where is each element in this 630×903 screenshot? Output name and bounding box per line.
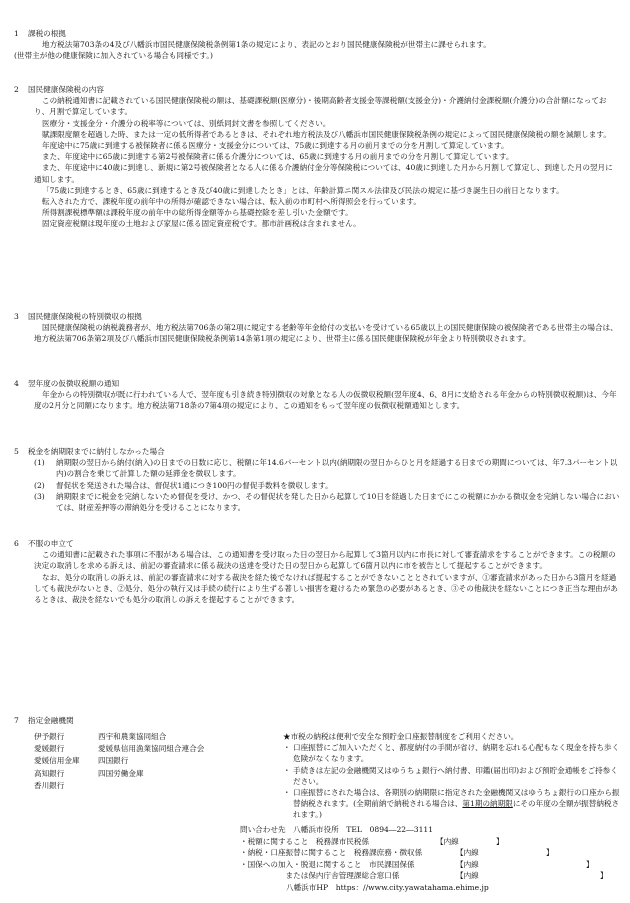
notice-heading: ★市税の納税は便利で安全な預貯金口座振替制度をご利用ください。 bbox=[283, 732, 519, 741]
list-item: (2) 督促状を発送された場合は、督促状1通につき100円の督促手数料を徴収します。 bbox=[34, 480, 333, 490]
section-5-list bbox=[14, 457, 620, 513]
section-2-p10: 固定資産税額は現年度の土地および家屋に係る固定資産税です。都市計画税は含まれません。 bbox=[42, 219, 361, 229]
section-2-p7: 「75歳に到達するとき、65歳に到達するとき及び40歳に到達したとき」とは、年齢計算ニ関スル法律及び民法の規定に基づき誕生日の前日となります。 bbox=[42, 185, 564, 195]
section-3-body: 国民健康保険税の納税義務者が、地方税法第706条の第2項に規定する老齢等年金給付の支払いを受けている65歳以上の国民健康保険の被保険者である世帯主の場合は、地方税法第706条第2項及び八幡浜市国民健康保険税条例第14条第1項の規定により、世帯主に係る国民健康保険税が年金より特別徴収されます。 bbox=[34, 323, 618, 344]
contact-row: または保内庁舎管理課総合窓口係 【内線 】 bbox=[240, 871, 608, 881]
section-1-heading: 1 課税の根拠 bbox=[14, 29, 66, 38]
section-1 bbox=[14, 28, 620, 62]
section-2-p1: この納税通知書に記載されている国民健康保険税の額は、基礎課税額(医療分)・後期高齢者支援金等課税額(支援金分)・介護納付金課税額(介護分)の合計額になっており、月割で算定しています。 bbox=[34, 96, 607, 117]
bank-row: 伊予銀行 西宇和農業協同組合 bbox=[34, 732, 167, 741]
account-transfer-notice bbox=[283, 731, 623, 821]
section-2-heading: 2 国民健康保険税の内容 bbox=[14, 85, 104, 94]
section-6-p1: この通知書に記載された事項に不服がある場合は、この通知書を受け取った日の翌日から起算して3箇月以内に市長に対して審査請求をすることができます。この税額の決定の取消しを求める訴えは、前記の審査請求に係る裁決の送達を受けた日の翌日から起算して6箇月以内に市を被告として提起することができます。 bbox=[34, 550, 616, 571]
notice-item: ・ 手続きは左記の金融機関又はゆうちょ銀行へ納付書、印鑑(届出印)および預貯金通帳をご持参ください。 bbox=[283, 765, 618, 786]
section-6-p2: なお、処分の取消しの訴えは、前記の審査請求に対する裁決を経た後でなければ提起することができないこととされていますが、①審査請求があった日から3箇月を経過しても裁決がないとき、②処分、処分の執行又は手続の続行により生ずる著しい損害を避けるため緊急の必要があるとき、③その他裁決を経ないことにつき正当な理由があるときは、裁決を経ないでも処分の取消しの訴えを提起することができます。 bbox=[34, 572, 618, 605]
section-4 bbox=[14, 378, 620, 412]
section-3 bbox=[14, 311, 620, 345]
section-5 bbox=[14, 446, 620, 513]
bank-row: 香川銀行 bbox=[34, 780, 65, 790]
first-due-date: 第1期の納期限 bbox=[462, 799, 513, 809]
contact-row: ・税額に関すること 税務課市民税係 【内線 】 bbox=[240, 836, 504, 846]
section-4-body: 年金からの特別徴収が既に行われている人で、翌年度も引き続き特別徴収の対象となる人の仮徴収税額(翌年度4、6、8月に支給される年金からの特別徴収税額)は、今年度の2月分と同額になります。地方税法第718条の7第4項の規定により、この通知をもって翌年度の仮徴収税額通知とします。 bbox=[34, 390, 617, 411]
section-3-heading: 3 国民健康保険税の特別徴収の根拠 bbox=[14, 312, 142, 321]
contact-row: ・納税・口座振替に関すること 税務課庶務・徴収係 【内線 】 bbox=[240, 848, 554, 858]
bullet-icon: ・ bbox=[283, 788, 291, 798]
section-2-p5: また、年度途中に65歳に到達する第2号被保険者に係る介護分については、65歳に到達する月の前月までの分を月割して算定しています。 bbox=[42, 152, 514, 162]
section-6-heading: 6 不服の申立て bbox=[14, 539, 74, 548]
bank-row: 愛媛信用金庫 四国銀行 bbox=[34, 756, 129, 766]
section-6 bbox=[14, 538, 620, 605]
contact-block bbox=[240, 824, 620, 894]
section-2-p2: 医療分・支援金分・介護分の税率等については、別紙同封文書を参照してください。 bbox=[42, 118, 331, 128]
section-2 bbox=[14, 84, 620, 230]
section-2-p3: 賦課限度額を超過した時、または一定の低所得者であるときは、それぞれ地方税法及び八幡浜市国民健康保険税条例の規定によって国民健康保険税の額を減額します。 bbox=[42, 129, 611, 139]
bullet-icon: ・ bbox=[283, 765, 291, 775]
section-1-note: (世帯主が他の健康保険に加入されている場合も同様です。) bbox=[14, 51, 213, 61]
section-2-p8: 転入された方で、課税年度の前年中の所得が確認できない場合は、転入前の市町村へ所得照会を行っています。 bbox=[42, 197, 421, 207]
contact-head: 問い合わせ先 八幡浜市役所 TEL 0894―22―3111 bbox=[240, 825, 434, 834]
contact-row: ・国保への加入・脱退に関すること 市民課国保係 【内線 】 bbox=[240, 859, 594, 869]
section-4-heading: 4 翌年度の仮徴収税額の通知 bbox=[14, 379, 120, 388]
notice-item: ・ 口座振替にされた場合は、各期別の納期限に指定された金融機関又はゆうちょ銀行の口座から振替納税されます。(全期前納で納税される場合は、第1期の納期限にその年度の全額が振替納税されます。) bbox=[283, 788, 620, 820]
section-2-p9: 所得割課税標準額は課税年度の前年中の総所得金額等から基礎控除を差し引いた金額です。 bbox=[42, 208, 353, 218]
section-7 bbox=[14, 715, 620, 726]
section-5-heading: 5 税金を納期限までに納付しなかった場合 bbox=[14, 447, 165, 456]
notice-item: ・ 口座振替にご加入いただくと、都度納付の手間が省け、納期を忘れる心配もなく現金を持ち歩く危険がなくなります。 bbox=[283, 743, 620, 764]
section-1-body: 地方税法第703条の4及び八幡浜市国民健康保険税条例第1条の規定により、表記のとおり国民健康保険税が世帯主に課せられます。 bbox=[42, 40, 491, 50]
section-7-heading: 7 指定金融機関 bbox=[14, 716, 74, 725]
section-2-p6: また、年度途中に40歳に到達し、新規に第2号被保険者となる人に係る介護納付金分等保険税については、40歳に到達した月から月割して算定し、到達した月の翌月に通知します。 bbox=[34, 163, 613, 184]
bank-row: 高知銀行 四国労働金庫 bbox=[34, 768, 144, 778]
bank-list bbox=[34, 731, 274, 792]
city-website: 八幡浜市HP https：//www.city.yawatahama.ehime.jp bbox=[286, 882, 489, 892]
list-item: (3) 納期限までに税金を完納しないため督促を受け、かつ、その督促状を発した日から起算して10日を経過した日までにこの税額にかかる徴収金を完納しない場合においては、財産差押等の滞納処分を受けることになります。 bbox=[34, 491, 620, 513]
section-2-p4: 年度途中に75歳に到達する被保険者に係る医療分・支援金分については、75歳に到達する月の前月までの分を月割して算定しています。 bbox=[42, 141, 509, 151]
bullet-icon: ・ bbox=[283, 743, 291, 753]
bank-row: 愛媛銀行 愛媛県信用漁業協同組合連合会 bbox=[34, 744, 205, 754]
list-item: (1) 納期限の翌日から納付(納入)の日までの日数に応じ、税額に年14.6パーセント以内(納期限の翌日からひと月を経過する日までの期間については、年7.3パーセント以内)の割合を乗じて計算した額の延滞金を徴収します。 bbox=[34, 458, 618, 479]
